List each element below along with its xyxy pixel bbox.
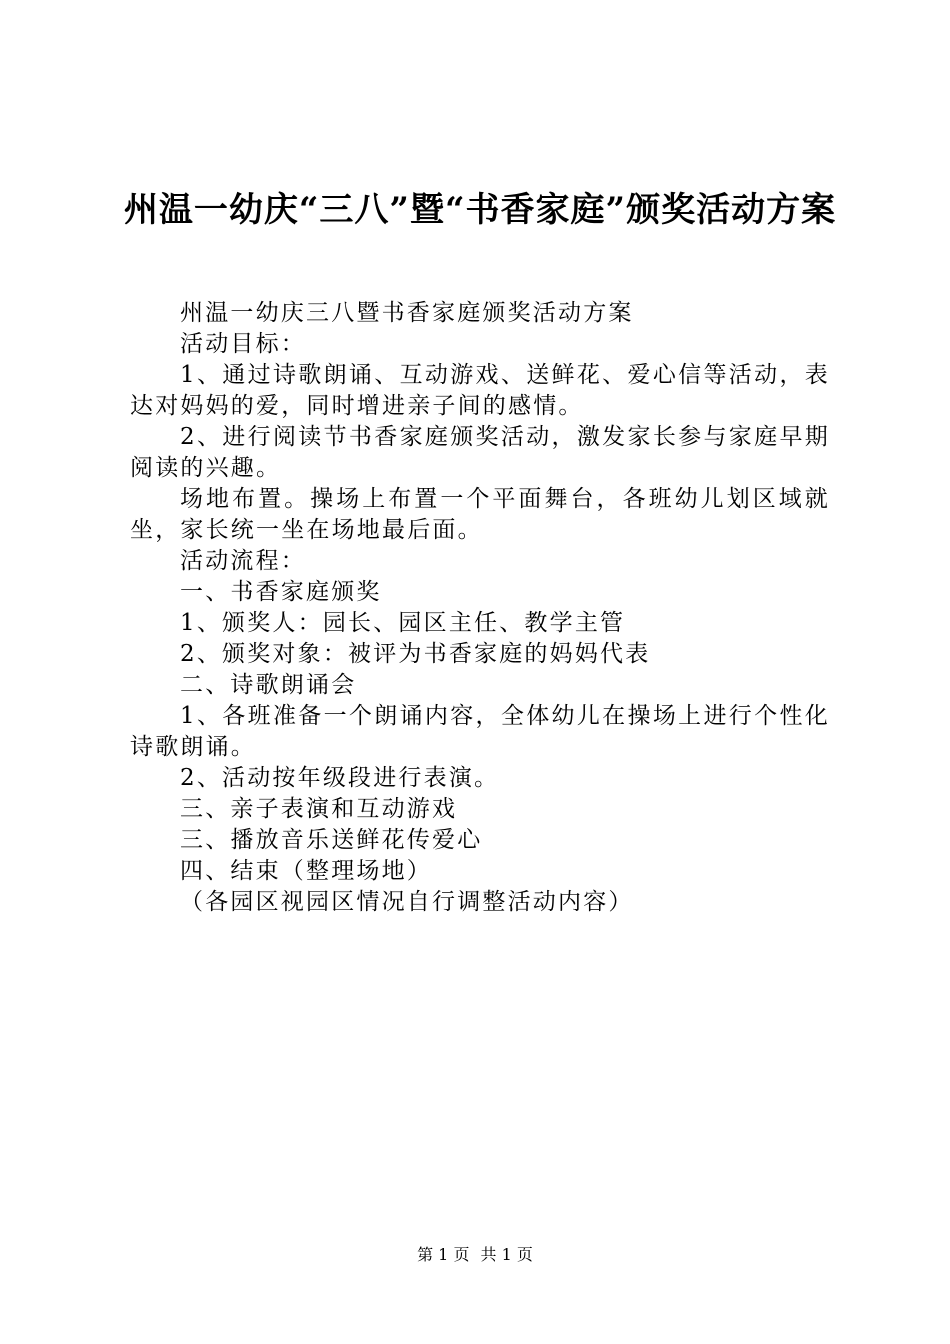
paragraph: 州温一幼庆三八暨书香家庭颁奖活动方案 <box>180 300 634 326</box>
paragraph: 2、活动按年级段进行表演。 <box>180 765 500 791</box>
paragraph: 场地布置。操场上布置一个平面舞台，各班幼儿划区域就坐，家长统一坐在场地最后面。 <box>130 486 830 543</box>
paragraph: 活动流程： <box>180 548 306 574</box>
paragraph: 2、颁奖对象：被评为书香家庭的妈妈代表 <box>180 641 651 667</box>
paragraph: 一、书香家庭颁奖 <box>180 579 382 605</box>
page-title: 州温一幼庆“三八”暨“书香家庭”颁奖活动方案 <box>123 190 837 230</box>
document-body <box>130 298 830 918</box>
page-number: 第 1 页 <box>417 1245 470 1264</box>
paragraph: 1、各班准备一个朗诵内容，全体幼儿在操场上进行个性化诗歌朗诵。 <box>130 703 830 760</box>
paragraph: 三、播放音乐送鲜花传爱心 <box>180 827 483 853</box>
paragraph: （各园区视园区情况自行调整活动内容） <box>180 889 634 915</box>
paragraph: 2、进行阅读节书香家庭颁奖活动，激发家长参与家庭早期阅读的兴趣。 <box>130 424 830 481</box>
page-total: 共 1 页 <box>480 1245 533 1264</box>
paragraph: 活动目标： <box>180 331 306 357</box>
paragraph: 1、通过诗歌朗诵、互动游戏、送鲜花、爱心信等活动，表达对妈妈的爱，同时增进亲子间的感情。 <box>130 362 830 419</box>
paragraph: 三、亲子表演和互动游戏 <box>180 796 458 822</box>
paragraph: 四、结束（整理场地） <box>180 858 432 884</box>
paragraph: 1、颁奖人：园长、园区主任、教学主管 <box>180 610 626 636</box>
paragraph: 二、诗歌朗诵会 <box>180 672 357 698</box>
page-footer <box>0 1244 950 1266</box>
